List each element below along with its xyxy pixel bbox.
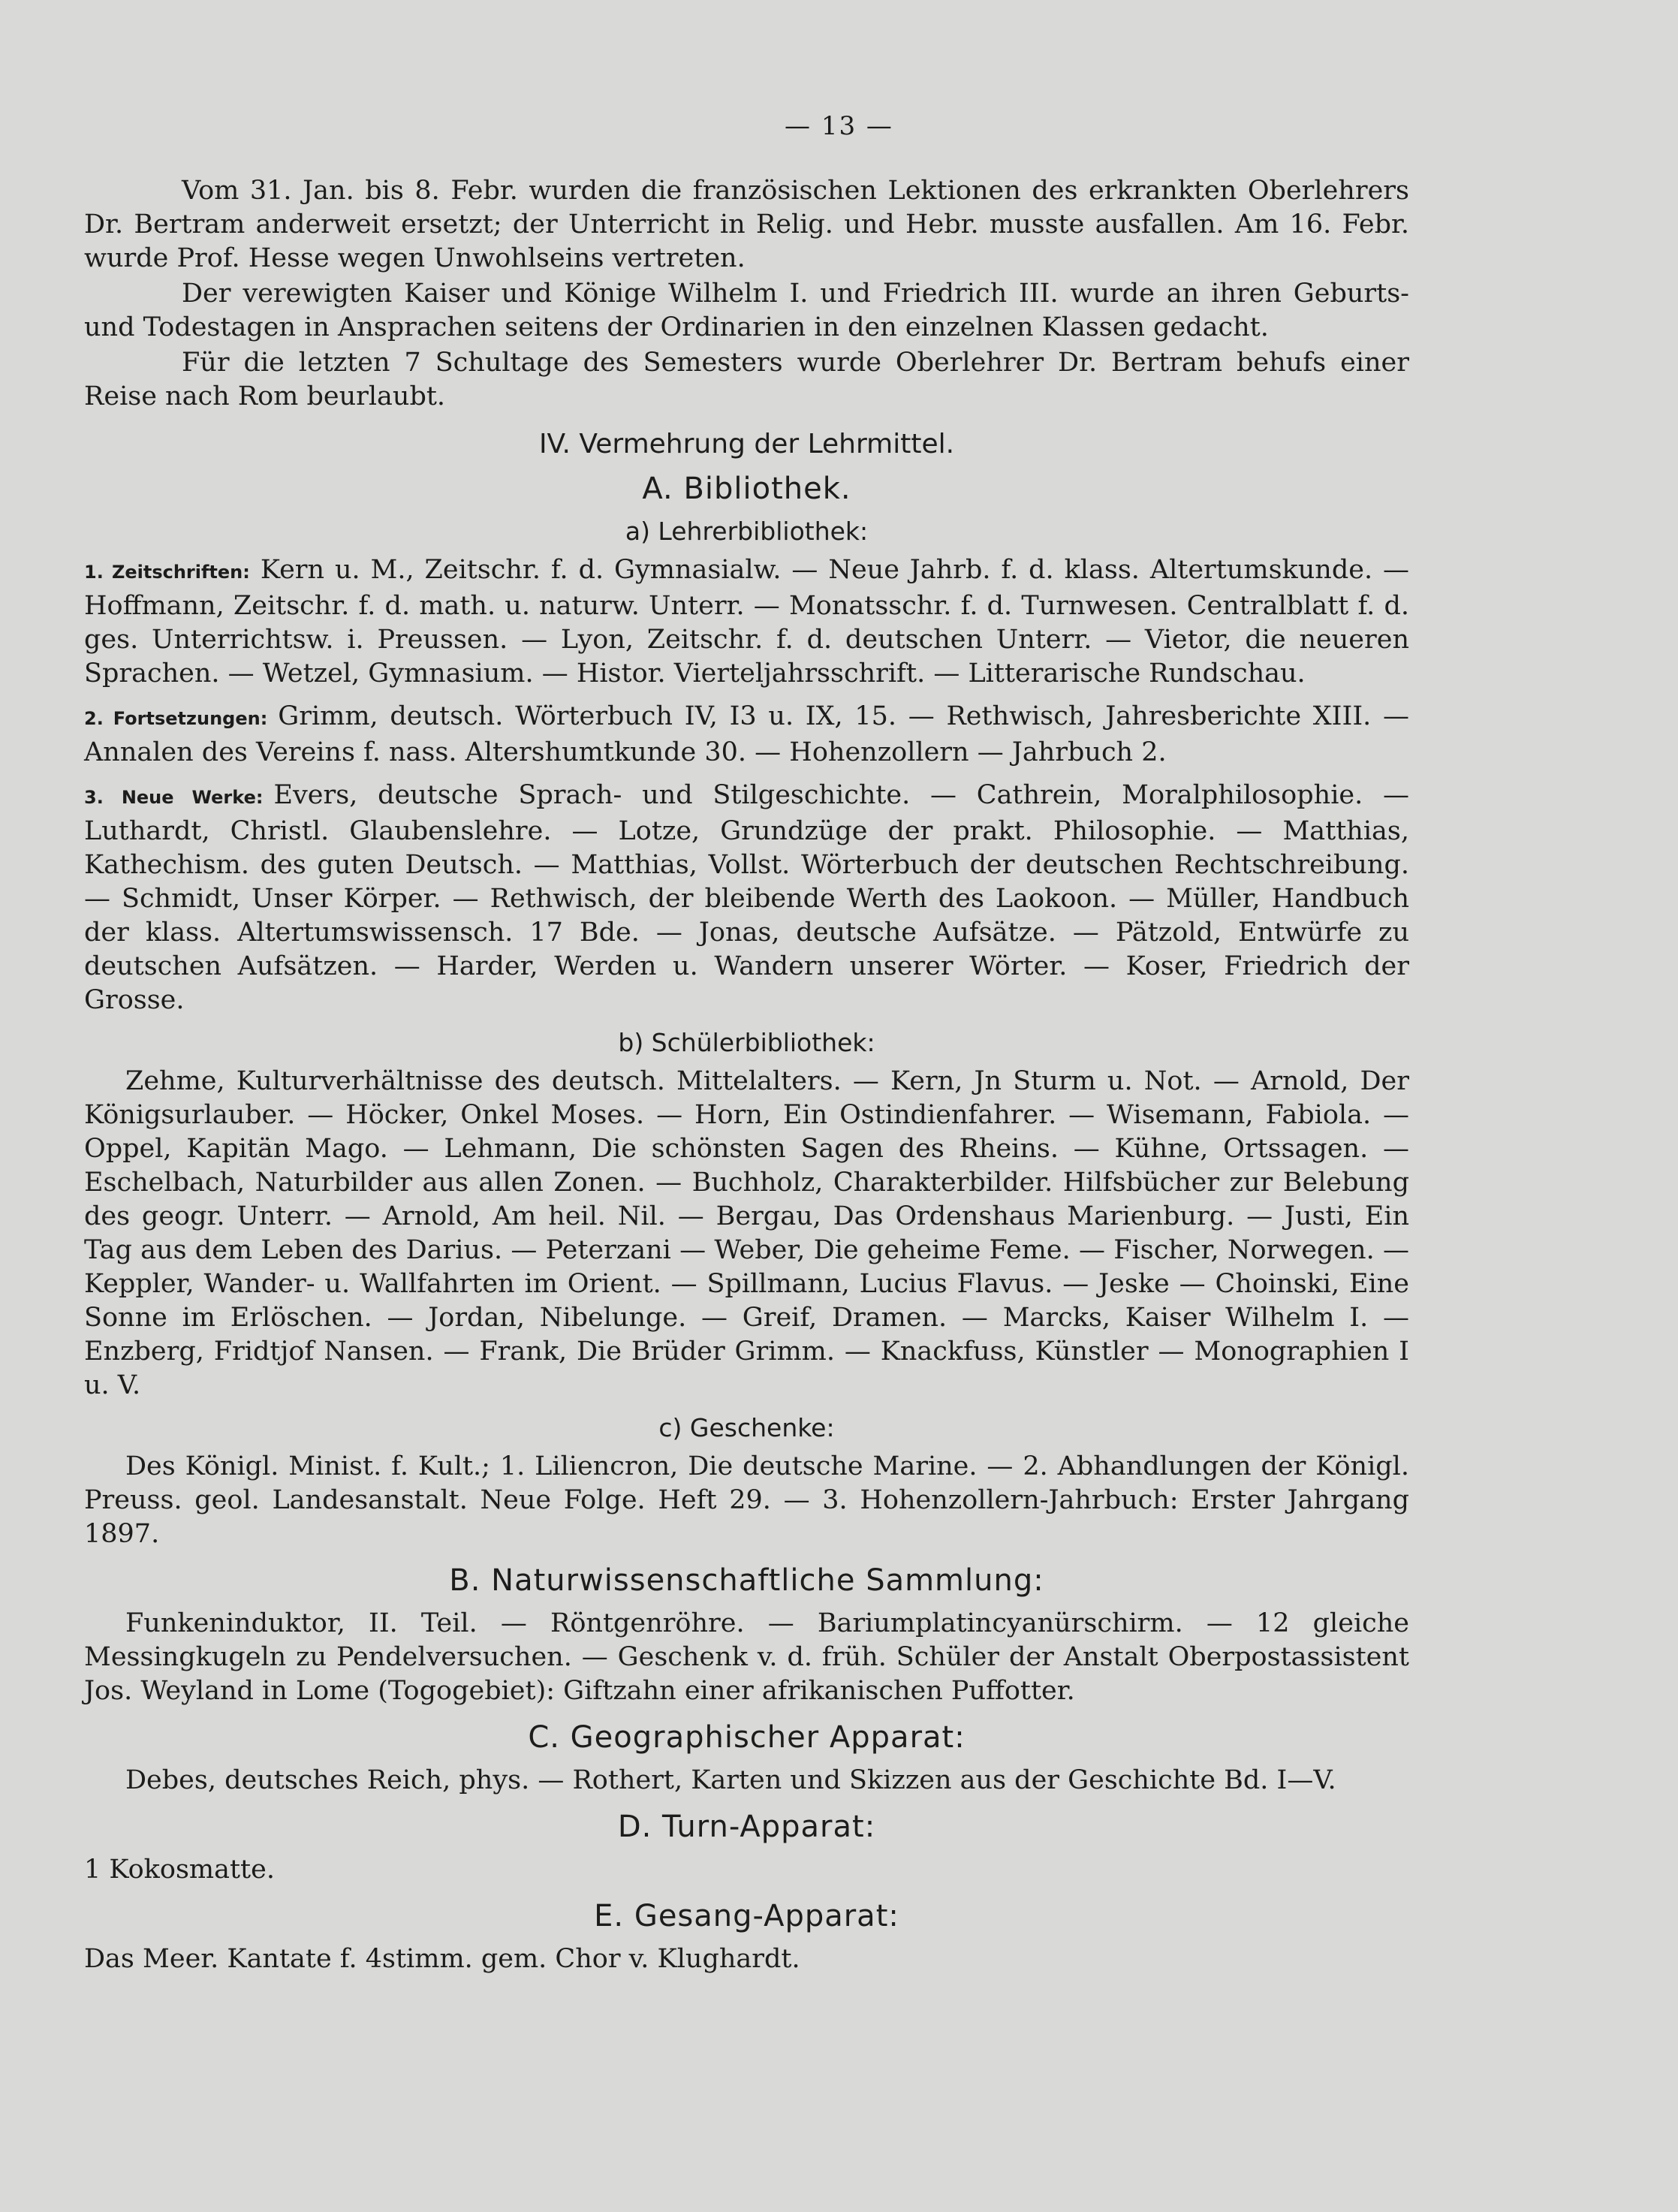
fortsetzungen-entry (84, 700, 1409, 770)
fortsetzungen-text: Grimm, deutsch. Wörterbuch IV, I3 u. IX, 15. — Rethwisch, Jahresberichte XIII. — Annalen des Vereins f. nass. Altershumtkunde 30. — Hohenzollern — Jahrbuch 2. (84, 701, 1409, 767)
section-d-heading: D. Turn-Apparat: (617, 1810, 876, 1844)
neue-werke-entry (84, 779, 1409, 1017)
section-e-text: Das Meer. Kantate f. 4stimm. gem. Chor v. Klughardt. (84, 1944, 800, 1974)
schuelerbibliothek-heading: b) Schülerbibliothek: (618, 1028, 875, 1057)
zeitschriften-label: 1. Zeitschriften: (84, 562, 250, 583)
zeitschriften-text: Kern u. M., Zeitschr. f. d. Gymnasialw. — Neue Jahrb. f. d. klass. Altertumskunde. — Hoffmann, Zeitschr. f. d. math. u. naturw. Unterr. — Monatsschr. f. d. Turnwesen. Centralblatt f. d. ges. Unterrichtsw. i. Preussen. — Lyon, Zeitschr. f. d. deutschen Unterr. — Vietor, die neueren Sprachen. — Wetzel, Gymnasium. — Histor. Vierteljahrsschrift. — Litterarische Rundschau. (84, 555, 1409, 689)
intro-section (84, 174, 1409, 414)
geschenke-heading: c) Geschenke: (658, 1413, 835, 1442)
section-e-heading: E. Gesang-Apparat: (594, 1899, 899, 1933)
neue-werke-label: 3. Neue Werke: (84, 787, 264, 808)
main-heading: IV. Vermehrung der Lehrmittel. (538, 429, 955, 460)
intro-paragraph: Der verewigten Kaiser und Könige Wilhelm I. und Friedrich III. wurde an ihren Geburts- und Todestagen in Ansprachen seitens der Ordinarien in den einzelnen Klassen gedacht. (84, 279, 1409, 342)
geschenke-text: Des Königl. Minist. f. Kult.; 1. Liliencron, Die deutsche Marine. — 2. Abhandlungen der Königl. Preuss. geol. Landesanstalt. Neue Folge. Heft 29. — 3. Hohenzollern-Jahrbuch: Erster Jahrgang 1897. (84, 1451, 1409, 1549)
section-b-text: Funkeninduktor, II. Teil. — Röntgenröhre. — Bariumplatincyanürschirm. — 12 gleiche Messingkugeln zu Pendelversuchen. — Geschenk v. d. früh. Schüler der Anstalt Oberpostassistent Jos. Weyland in Lome (Togogebiet): Giftzahn einer afrikanischen Puffotter. (84, 1608, 1409, 1706)
fortsetzungen-label: 2. Fortsetzungen: (84, 708, 268, 729)
lehrerbibliothek-heading: a) Lehrerbibliothek: (625, 517, 869, 546)
page-number: — 13 — (785, 111, 893, 141)
section-a-heading: A. Bibliothek. (642, 472, 851, 506)
section-d-text: 1 Kokosmatte. (84, 1855, 275, 1885)
page-body (84, 174, 1409, 1976)
intro-paragraph: Für die letzten 7 Schultage des Semesters wurde Oberlehrer Dr. Bertram behufs einer Reise nach Rom beurlaubt. (84, 348, 1409, 411)
neue-werke-text: Evers, deutsche Sprach- und Stilgeschichte. — Cathrein, Moralphilosophie. — Luthardt, Christl. Glaubenslehre. — Lotze, Grundzüge der prakt. Philosophie. — Matthias, Kathechism. des guten Deutsch. — Matthias, Vollst. Wörterbuch der deutschen Rechtschreibung. — Schmidt, Unser Körper. — Rethwisch, der bleibende Werth des Laokoon. — Müller, Handbuch der klass. Altertumswissensch. 17 Bde. — Jonas, deutsche Aufsätze. — Pätzold, Entwürfe zu deutschen Aufsätzen. — Harder, Werden u. Wandern unserer Wörter. — Koser, Friedrich der Grosse. (84, 780, 1409, 1015)
section-b-heading: B. Naturwissenschaftliche Sammlung: (449, 1563, 1044, 1598)
intro-paragraph: Vom 31. Jan. bis 8. Febr. wurden die französischen Lektionen des erkrankten Oberlehrers Dr. Bertram anderweit ersetzt; der Unterricht in Relig. und Hebr. musste ausfallen. Am 16. Febr. wurde Prof. Hesse wegen Unwohlseins vertreten. (84, 176, 1409, 273)
schuelerbibliothek-text: Zehme, Kulturverhältnisse des deutsch. Mittelalters. — Kern, Jn Sturm u. Not. — Arnold, Der Königsurlauber. — Höcker, Onkel Moses. — Horn, Ein Ostindienfahrer. — Wisemann, Fabiola. — Oppel, Kapitän Mago. — Lehmann, Die schönsten Sagen des Rheins. — Kühne, Ortssagen. — Eschelbach, Naturbilder aus allen Zonen. — Buchholz, Charakterbilder. Hilfsbücher zur Belebung des geogr. Unterr. — Arnold, Am heil. Nil. — Bergau, Das Ordenshaus Marienburg. — Justi, Ein Tag aus dem Leben des Darius. — Peterzani — Weber, Die geheime Feme. — Fischer, Norwegen. — Keppler, Wander- u. Wallfahrten im Orient. — Spillmann, Lucius Flavus. — Jeske — Choinski, Eine Sonne im Erlöschen. — Jordan, Nibelunge. — Greif, Dramen. — Marcks, Kaiser Wilhelm I. — Enzberg, Fridtjof Nansen. — Frank, Die Brüder Grimm. — Knackfuss, Künstler — Monographien I u. V. (84, 1066, 1409, 1400)
section-c-heading: C. Geographischer Apparat: (528, 1720, 966, 1755)
zeitschriften-entry (84, 553, 1409, 691)
section-c-text: Debes, deutsches Reich, phys. — Rothert, Karten und Skizzen aus der Geschichte Bd. I—V. (125, 1765, 1336, 1795)
